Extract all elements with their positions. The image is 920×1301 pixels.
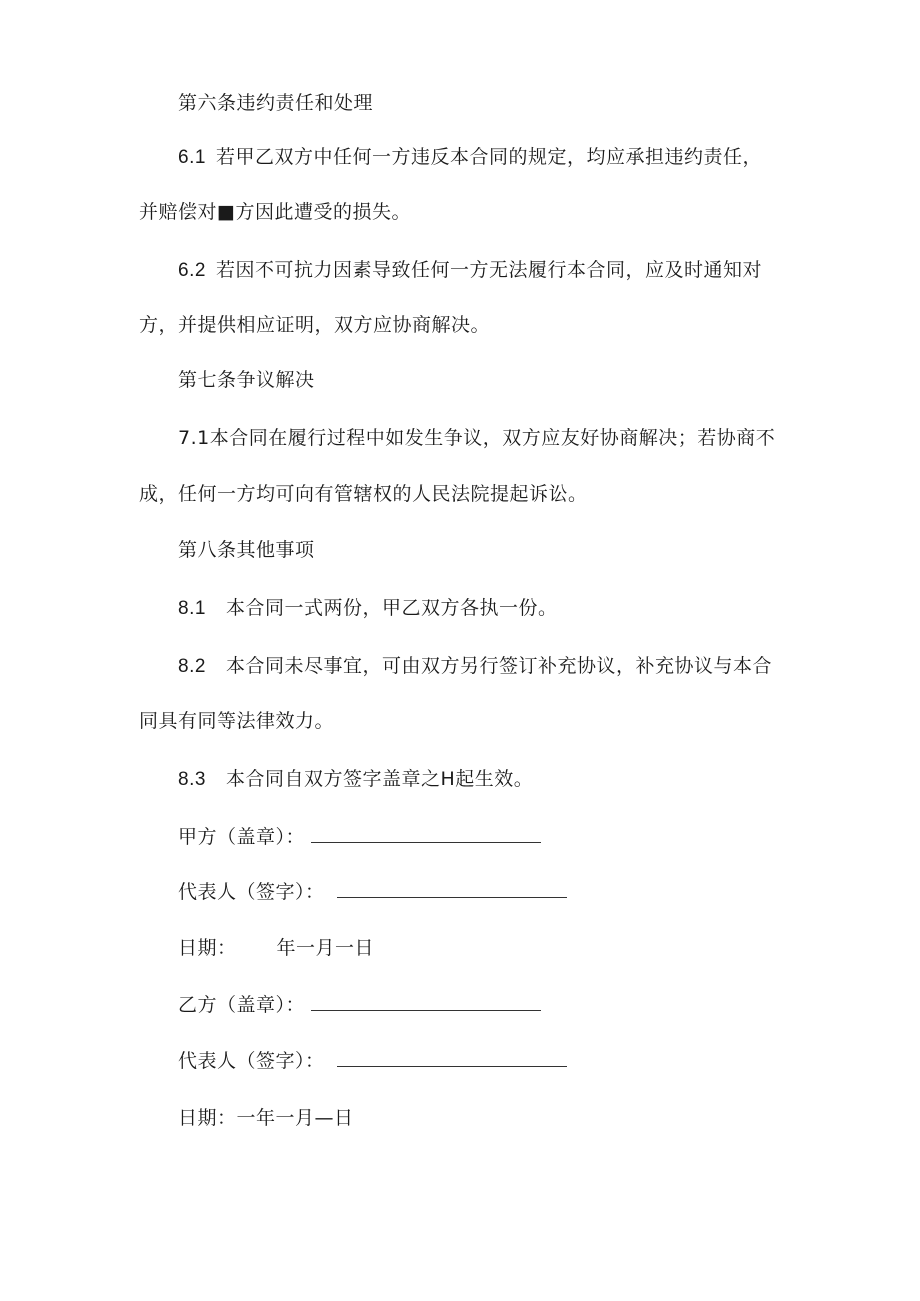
party-a-rep-row <box>178 880 828 904</box>
clause-7-1-text-1: 7.1本合同在履行过程中如发生争议，双方应友好协商解决；若协商不 <box>178 427 776 449</box>
party-a-rep-label: 代表人（签字）： <box>178 881 325 903</box>
clause-8-3-text: 本合同自双方签字盖章之H起生效。 <box>226 768 534 790</box>
party-a-seal-label: 甲方（盖章）： <box>178 826 306 848</box>
party-b-date-text: 日期：一年一月—日 <box>178 1107 354 1129</box>
party-a-date-row <box>178 936 828 960</box>
article-8-heading <box>178 538 828 562</box>
party-b-rep-row <box>178 1049 828 1073</box>
article-6-heading-text: 第六条违约责任和处理 <box>178 92 374 114</box>
clause-6-1-text-1: 若甲乙双方中任何一方违反本合同的规定，均应承担违约责任， <box>216 146 763 168</box>
clause-7-1-text-2: 成，任何一方均可向有管辖权的人民法院提起诉讼。 <box>139 483 588 505</box>
party-a-seal-line[interactable] <box>311 826 541 843</box>
party-a-date-value: 年一月一日 <box>276 937 375 959</box>
article-6-heading <box>178 91 828 115</box>
party-b-date-row <box>178 1106 828 1130</box>
clause-8-2-number: 8.2 <box>178 656 206 677</box>
party-b-rep-label: 代表人（签字）： <box>178 1050 325 1072</box>
clause-6-1-number: 6.1 <box>178 147 206 168</box>
article-7-heading-text: 第七条争议解决 <box>178 369 315 391</box>
clause-6-2-text-1: 若因不可抗力因素导致任何一方无法履行本合同，应及时通知对 <box>216 259 763 281</box>
article-7-heading <box>178 368 828 392</box>
clause-6-1-line-2 <box>139 200 789 224</box>
clause-6-2-line-2 <box>139 313 789 337</box>
clause-8-1-number: 8.1 <box>178 598 206 619</box>
party-a-signature-line[interactable] <box>337 881 567 898</box>
clause-7-1-line-1 <box>178 426 828 450</box>
clause-8-1 <box>178 596 828 621</box>
clause-7-1-line-2 <box>139 482 789 506</box>
clause-8-3-number: 8.3 <box>178 769 206 790</box>
party-b-signature-line[interactable] <box>337 1050 567 1067</box>
clause-6-1-text-2: 并赔偿对■方因此遭受的损失。 <box>139 201 411 223</box>
clause-8-1-text: 本合同一式两份，甲乙双方各执一份。 <box>226 597 558 619</box>
clause-6-2-number: 6.2 <box>178 260 206 281</box>
article-8-heading-text: 第八条其他事项 <box>178 539 315 561</box>
party-a-date-label: 日期： <box>178 937 237 959</box>
clause-6-2-text-2: 方，并提供相应证明，双方应协商解决。 <box>139 314 491 336</box>
clause-8-3 <box>178 767 828 792</box>
clause-8-2-text-2: 同具有同等法律效力。 <box>139 710 335 732</box>
clause-6-2-line-1 <box>178 258 828 283</box>
party-a-seal-row <box>178 825 828 849</box>
clause-6-1-line-1 <box>178 145 828 170</box>
party-b-seal-label: 乙方（盖章）： <box>178 994 306 1016</box>
party-b-seal-line[interactable] <box>311 994 541 1011</box>
clause-8-2-line-2 <box>139 709 789 733</box>
clause-8-2-line-1 <box>178 654 828 679</box>
party-b-seal-row <box>178 993 828 1017</box>
clause-8-2-text-1: 本合同未尽事宜，可由双方另行签订补充协议，补充协议与本合 <box>226 655 773 677</box>
